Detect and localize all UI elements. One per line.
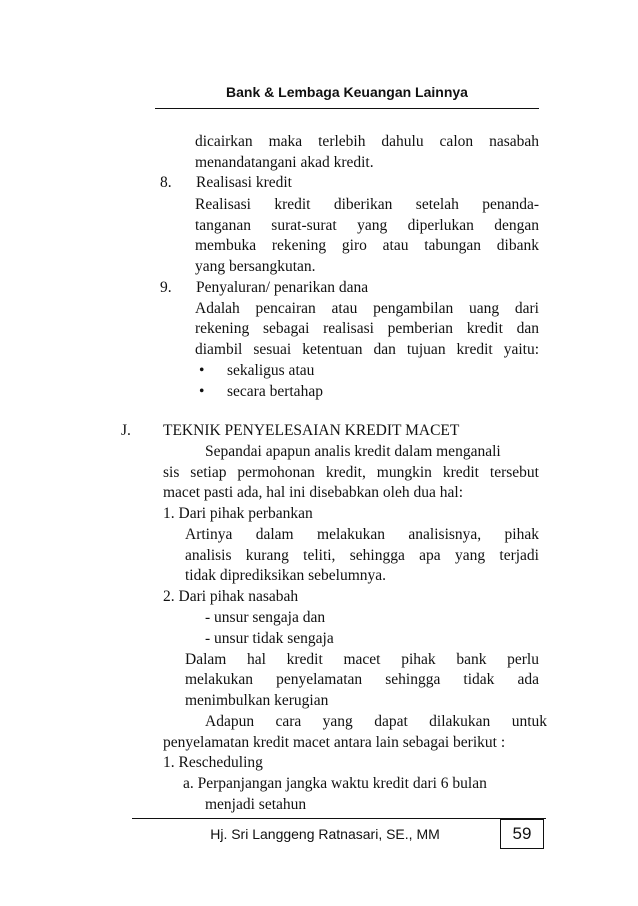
- dash-item: - unsur sengaja dan: [205, 609, 326, 626]
- text-line: menimbulkan kerugian: [185, 692, 329, 709]
- bullet-item: sekaligus atau: [227, 362, 315, 379]
- text-line: dicairkan maka terlebih dahulu calon nasabah: [195, 133, 539, 150]
- text-line: analisis kurang teliti, sehingga apa yang terjadi: [185, 547, 539, 564]
- list-number: 9.: [160, 279, 172, 296]
- text-line: Sepandai apapun analis kredit dalam menganali: [205, 443, 501, 460]
- list-item: a. Perpanjangan jangka waktu kredit dari 6 bulan: [183, 775, 487, 792]
- running-header: Bank & Lembaga Keuangan Lainnya: [226, 84, 468, 100]
- text-line: Realisasi kredit diberikan setelah penanda-: [195, 196, 539, 213]
- text-line: macet pasti ada, hal ini disebabkan oleh dua hal:: [163, 484, 463, 501]
- text-line: menandatangani akad kredit.: [195, 154, 374, 171]
- text-line: diambil sesuai ketentuan dan tujuan kredit yaitu:: [195, 341, 539, 358]
- list-item-title: 1. Rescheduling: [163, 754, 263, 771]
- text-line: membuka rekening giro atau tabungan dibank: [195, 237, 539, 254]
- text-line: rekening sebagai realisasi pemberian kredit dan: [195, 320, 539, 337]
- text-line: yang bersangkutan.: [195, 258, 316, 275]
- text-line: Adalah pencairan atau pengambilan uang dari: [195, 300, 539, 317]
- list-item-title: Penyaluran/ penarikan dana: [196, 279, 369, 296]
- text-line: penyelamatan kredit macet antara lain sebagai berikut :: [163, 734, 506, 751]
- bullet-icon: •: [199, 362, 205, 379]
- text-line: Dalam hal kredit macet pihak bank perlu: [185, 651, 539, 668]
- list-item-title: 1. Dari pihak perbankan: [163, 505, 313, 522]
- text-line: tanganan surat-surat yang diperlukan dengan: [195, 217, 539, 234]
- footer-author: Hj. Sri Langgeng Ratnasari, SE., MM: [210, 826, 440, 842]
- dash-item: - unsur tidak sengaja: [205, 630, 334, 647]
- footer-divider: [132, 818, 546, 819]
- text-line: Artinya dalam melakukan analisisnya, pihak: [185, 526, 539, 543]
- text-line: melakukan penyelamatan sehingga tidak ada: [185, 671, 539, 688]
- list-item-title: 2. Dari pihak nasabah: [163, 588, 299, 605]
- text-line: menjadi setahun: [205, 796, 307, 813]
- section-letter: J.: [121, 422, 131, 439]
- text-line: sis setiap permohonan kredit, mungkin kredit tersebut: [163, 464, 539, 481]
- header-divider: [155, 108, 539, 109]
- list-item-title: Realisasi kredit: [196, 174, 292, 191]
- section-heading: TEKNIK PENYELESAIAN KREDIT MACET: [163, 422, 460, 439]
- bullet-item: secara bertahap: [227, 383, 323, 400]
- bullet-icon: •: [199, 383, 205, 400]
- text-line: tidak diprediksikan sebelumnya.: [185, 567, 387, 584]
- text-line: Adapun cara yang dapat dilakukan untuk: [205, 713, 547, 730]
- page-number: 59: [500, 819, 544, 849]
- list-number: 8.: [160, 174, 172, 191]
